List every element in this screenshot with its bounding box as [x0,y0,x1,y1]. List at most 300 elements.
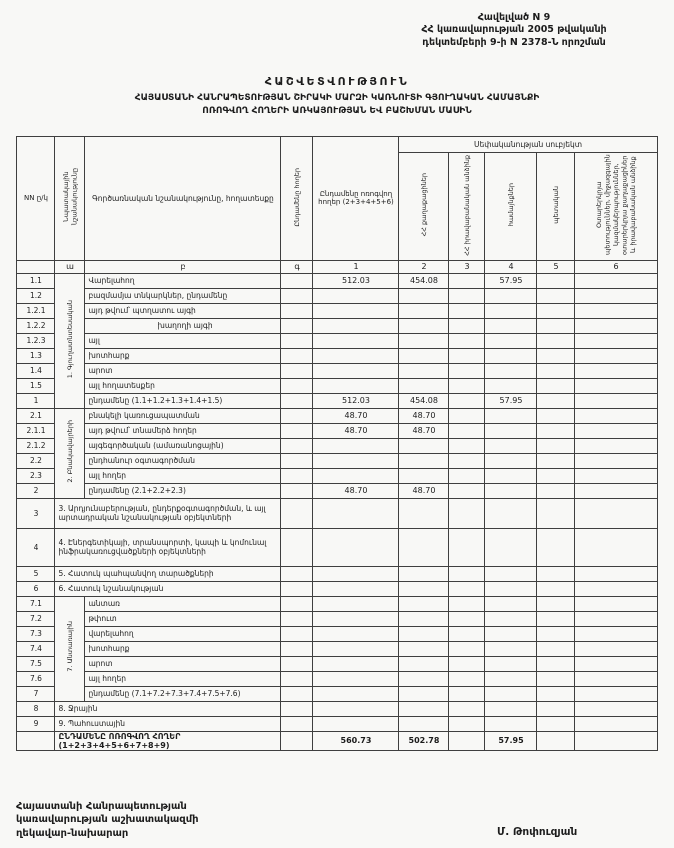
value-cell [449,318,485,333]
table-row [17,438,657,453]
value-cell [537,348,575,363]
footer-office-line-3: ղեկավար-նախարար [16,827,129,839]
value-cell [281,731,313,750]
report-table [16,136,657,751]
row-number: 9 [17,716,55,731]
row-label: ընդամենը (2.1+2.2+2.3) [85,483,281,498]
value-cell [449,611,485,626]
value-cell [281,288,313,303]
value-cell [313,453,399,468]
annex-line-1: Հավելված N 9 [477,12,551,23]
value-cell [449,566,485,581]
value-cell: 48.70 [399,408,449,423]
value-cell: 57.95 [485,273,537,288]
value-cell [575,498,657,528]
value-cell [281,566,313,581]
value-cell [399,288,449,303]
table-row [17,393,657,408]
value-cell [399,303,449,318]
value-cell [281,641,313,656]
table-row [17,483,657,498]
value-cell [537,408,575,423]
value-cell [449,408,485,423]
value-cell [399,438,449,453]
value-cell: 57.95 [485,731,537,750]
value-cell [399,318,449,333]
annex-line-2: ՀՀ կառավարության 2005 թվականի [421,24,607,36]
value-cell [485,408,537,423]
value-cell [281,596,313,611]
value-cell [537,288,575,303]
value-cell [537,701,575,716]
value-cell [575,303,657,318]
value-cell [313,528,399,566]
value-cell [449,626,485,641]
value-cell [449,333,485,348]
value-cell [537,686,575,701]
value-cell [313,348,399,363]
row-number: 1.2.3 [17,333,55,348]
value-cell: 48.70 [313,423,399,438]
section-label-text: 1. Գյուղատնտեսական [65,299,74,378]
value-cell [575,378,657,393]
value-cell [399,333,449,348]
value-cell [449,498,485,528]
table-row [17,686,657,701]
letter-cell: 3 [449,260,485,273]
row-label: ընդամենը (1.1+1.2+1.3+1.4+1.5) [85,393,281,408]
value-cell [485,641,537,656]
row-label: բնակելի կառուցապատման [85,408,281,423]
row-number: 7.3 [17,626,55,641]
value-cell [281,348,313,363]
value-cell [281,701,313,716]
col-header-owner-foreign-text: Օտարերկրյա պետություններ, միջազգային կազմակերպություններ, օտարերկրյա քաղաքացիներ և իրավաբանական անձինք [594,154,637,256]
row-label: այլ հողեր [85,671,281,686]
table-row [17,671,657,686]
value-cell [537,716,575,731]
value-cell [449,348,485,363]
report-title-line2: ՀԱՅԱՍՏԱՆԻ ՀԱՆՐԱՊԵՏՈՒԹՅԱՆ ՇԻՐԱԿԻ ՄԱՐԶԻ ԿԱՌՆՈՒՏԻ ԳՅՈՒՂԱԿԱՆ ՀԱՄԱՅՆՔԻ [134,93,540,104]
row-label: 5. Հատուկ պահպանվող տարածքների [55,566,281,581]
value-cell [313,581,399,596]
row-number: 8 [17,701,55,716]
report-title-main: ՀԱՇՎԵՏՎՈՒԹՅՈՒՆ [264,75,410,89]
value-cell [281,393,313,408]
value-cell [485,333,537,348]
value-cell [575,581,657,596]
value-cell [485,671,537,686]
footer-office-line-2: կառավարության աշխատակազմի [16,814,199,825]
value-cell [485,288,537,303]
value-cell [281,408,313,423]
value-cell [399,498,449,528]
value-cell [399,686,449,701]
footer-office [16,800,199,841]
value-cell [485,626,537,641]
value-cell [449,596,485,611]
value-cell [575,288,657,303]
value-cell [537,318,575,333]
value-cell [281,363,313,378]
value-cell [485,318,537,333]
table-row [17,716,657,731]
value-cell [281,273,313,288]
col-header-owner-communities [485,153,537,261]
value-cell [313,378,399,393]
table-row [17,423,657,438]
row-number: 2.3 [17,468,55,483]
value-cell [313,566,399,581]
letter-cell: 6 [575,260,657,273]
value-cell [449,378,485,393]
row-label: վարելահող [85,626,281,641]
value-cell [313,701,399,716]
table-row [17,318,657,333]
row-label: 8. Ջրային [55,701,281,716]
value-cell [575,483,657,498]
value-cell [449,468,485,483]
value-cell [575,731,657,750]
value-cell [281,498,313,528]
table-row [17,468,657,483]
letter-cell: 5 [537,260,575,273]
value-cell [399,528,449,566]
page [0,12,674,839]
value-cell [313,641,399,656]
value-cell [537,393,575,408]
value-cell [399,701,449,716]
value-cell [313,611,399,626]
value-cell [313,498,399,528]
table-row [17,288,657,303]
section-label [55,273,85,408]
col-header-functional: Գործառնական նշանակությունը, հողատեսքը [85,137,281,261]
value-cell [575,393,657,408]
row-label: այլ [85,333,281,348]
value-cell [537,596,575,611]
value-cell [537,378,575,393]
value-cell [399,611,449,626]
value-cell [281,528,313,566]
value-cell [537,498,575,528]
row-number: 3 [17,498,55,528]
value-cell [575,363,657,378]
value-cell [313,363,399,378]
value-cell [281,333,313,348]
value-cell [449,671,485,686]
letter-cell: գ [281,260,313,273]
value-cell [281,303,313,318]
value-cell [449,528,485,566]
value-cell [399,453,449,468]
value-cell [313,438,399,453]
value-cell: 48.70 [313,483,399,498]
value-cell [575,333,657,348]
value-cell [537,731,575,750]
value-cell [449,273,485,288]
value-cell: 454.08 [399,273,449,288]
row-number: 4 [17,528,55,566]
value-cell [537,626,575,641]
table-row [17,408,657,423]
value-cell: 48.70 [399,483,449,498]
row-number: 1.3 [17,348,55,363]
table-row [17,348,657,363]
col-header-owner-citizens-text: ՀՀ քաղաքացիներ [419,173,428,237]
table-row [17,528,657,566]
value-cell [537,483,575,498]
row-number: 1.5 [17,378,55,393]
value-cell [485,468,537,483]
value-cell [575,701,657,716]
col-header-owner-state [537,153,575,261]
value-cell [449,438,485,453]
col-header-owner-state-text: պետական [551,186,560,224]
row-label: ընդհանուր օգտագործման [85,453,281,468]
row-label: անտառ [85,596,281,611]
value-cell [575,716,657,731]
value-cell [537,641,575,656]
row-number: 2.1.1 [17,423,55,438]
value-cell [313,303,399,318]
value-cell [575,641,657,656]
value-cell [281,468,313,483]
value-cell [399,656,449,671]
col-header-ownership: Սեփականության սուբյեկտ [399,137,657,153]
col-header-owner-citizens [399,153,449,261]
value-cell [449,731,485,750]
table-body [17,273,657,750]
letter-cell [17,260,55,273]
table-row [17,731,657,750]
value-cell [575,611,657,626]
value-cell [449,303,485,318]
table-row [17,611,657,626]
table-row [17,273,657,288]
value-cell [399,566,449,581]
row-label: Վարելահող [85,273,281,288]
col-header-owner-communities-text: համայնքներ [506,183,515,227]
row-label: արոտ [85,656,281,671]
row-label: բազմամյա տնկարկներ, ընդամենը [85,288,281,303]
footer-office-line-1: Հայաստանի Հանրապետության [16,800,187,812]
row-label: այլ հողեր [85,468,281,483]
value-cell [281,438,313,453]
letter-cell: 1 [313,260,399,273]
value-cell [281,378,313,393]
value-cell [449,363,485,378]
value-cell: 502.78 [399,731,449,750]
row-number: 1.2.2 [17,318,55,333]
value-cell [575,453,657,468]
value-cell [575,671,657,686]
col-header-total-irrigated: Ընդամենը ոռոգվող հողեր (2+3+4+5+6) [313,137,399,261]
letter-cell: 4 [485,260,537,273]
value-cell [537,438,575,453]
letter-cell: 2 [399,260,449,273]
value-cell [281,318,313,333]
value-cell [485,596,537,611]
value-cell [537,611,575,626]
value-cell [537,363,575,378]
value-cell [485,686,537,701]
table-row [17,566,657,581]
value-cell [313,671,399,686]
value-cell [449,686,485,701]
value-cell [313,656,399,671]
value-cell [575,686,657,701]
table-row [17,626,657,641]
value-cell [575,423,657,438]
value-cell [313,468,399,483]
row-number: 1 [17,393,55,408]
value-cell [281,483,313,498]
value-cell: 512.03 [313,393,399,408]
row-label: այլ հողատեսքեր [85,378,281,393]
row-number: 2.1 [17,408,55,423]
row-number: 7.6 [17,671,55,686]
value-cell [537,423,575,438]
row-label: 6. Հատուկ նշանակության [55,581,281,596]
value-cell [537,333,575,348]
value-cell [449,453,485,468]
value-cell: 48.70 [313,408,399,423]
value-cell [399,468,449,483]
row-number: 7 [17,686,55,701]
value-cell [575,273,657,288]
value-cell [537,566,575,581]
value-cell [575,348,657,363]
value-cell [485,363,537,378]
section-label [55,596,85,701]
value-cell [485,701,537,716]
value-cell [485,423,537,438]
row-number [17,731,55,750]
value-cell [575,408,657,423]
row-label: 3. Արդյունաբերության, ընդերքօգտագործման, և այլ արտադրական նշանակության օբյեկտների [55,498,281,528]
row-number: 7.5 [17,656,55,671]
value-cell [537,581,575,596]
report-title [0,75,674,118]
value-cell [399,581,449,596]
row-label: այդ թվում՝ պտղատու այգի [85,303,281,318]
row-label: ընդամենը (7.1+7.2+7.3+7.4+7.5+7.6) [85,686,281,701]
value-cell [485,303,537,318]
value-cell: 57.95 [485,393,537,408]
row-label: թփուտ [85,611,281,626]
value-cell [281,626,313,641]
value-cell [399,671,449,686]
section-label-text: 2. Բնակավայրերի [65,419,74,483]
value-cell [485,348,537,363]
value-cell [399,378,449,393]
value-cell: 512.03 [313,273,399,288]
value-cell [537,273,575,288]
value-cell [281,453,313,468]
value-cell [449,393,485,408]
row-number: 1.4 [17,363,55,378]
table-row [17,701,657,716]
value-cell [575,566,657,581]
value-cell [281,581,313,596]
value-cell [449,423,485,438]
letter-cell: բ [85,260,281,273]
col-header-total [281,137,313,261]
row-label: արոտ [85,363,281,378]
row-label: խաղողի այգի [85,318,281,333]
value-cell [485,566,537,581]
value-cell [449,641,485,656]
value-cell [537,656,575,671]
value-cell [485,453,537,468]
col-header-owner-legal-entities [449,153,485,261]
row-number: 1.2.1 [17,303,55,318]
table-row [17,596,657,611]
section-label-text: 7. Անտառային [65,621,74,673]
row-label: ԸՆԴԱՄԵՆԸ ՈՌՈԳՎՈՂ ՀՈՂԵՐ (1+2+3+4+5+6+7+8+9) [55,731,281,750]
row-number: 7.2 [17,611,55,626]
value-cell [313,686,399,701]
value-cell [485,716,537,731]
section-label [55,408,85,498]
value-cell [485,498,537,528]
value-cell: 560.73 [313,731,399,750]
table-row [17,378,657,393]
value-cell [281,656,313,671]
report-title-line3: ՈՌՈԳՎՈՂ ՀՈՂԵՐԻ ԱՌԿԱՅՈՒԹՅԱՆ ԵՎ ԲԱՇԽՄԱՆ ՄԱՍԻՆ [202,106,472,117]
value-cell [575,596,657,611]
value-cell [575,656,657,671]
value-cell [537,453,575,468]
signature-name: Մ. Թոփուզյան [497,826,578,838]
value-cell [281,686,313,701]
value-cell [399,596,449,611]
value-cell [313,626,399,641]
value-cell [449,701,485,716]
row-label: 9. Պահուստային [55,716,281,731]
row-number: 5 [17,566,55,581]
row-number: 7.4 [17,641,55,656]
table-row [17,581,657,596]
col-header-owner-foreign [575,153,657,261]
value-cell [575,468,657,483]
value-cell [537,303,575,318]
value-cell [399,626,449,641]
value-cell [399,363,449,378]
value-cell [485,656,537,671]
value-cell [537,671,575,686]
value-cell [313,288,399,303]
value-cell [281,423,313,438]
value-cell [575,626,657,641]
row-number: 1.1 [17,273,55,288]
value-cell [537,468,575,483]
table-row [17,498,657,528]
value-cell [575,528,657,566]
value-cell [449,656,485,671]
row-number: 2.1.2 [17,438,55,453]
value-cell [313,596,399,611]
table-row [17,656,657,671]
table-row [17,333,657,348]
value-cell [537,528,575,566]
row-label: 4. Էներգետիկայի, տրանսպորտի, կապի և կոմունալ ինֆրակառուցվածքների օբյեկտների [55,528,281,566]
col-header-purpose [55,137,85,261]
value-cell [575,318,657,333]
value-cell [449,288,485,303]
value-cell [485,378,537,393]
